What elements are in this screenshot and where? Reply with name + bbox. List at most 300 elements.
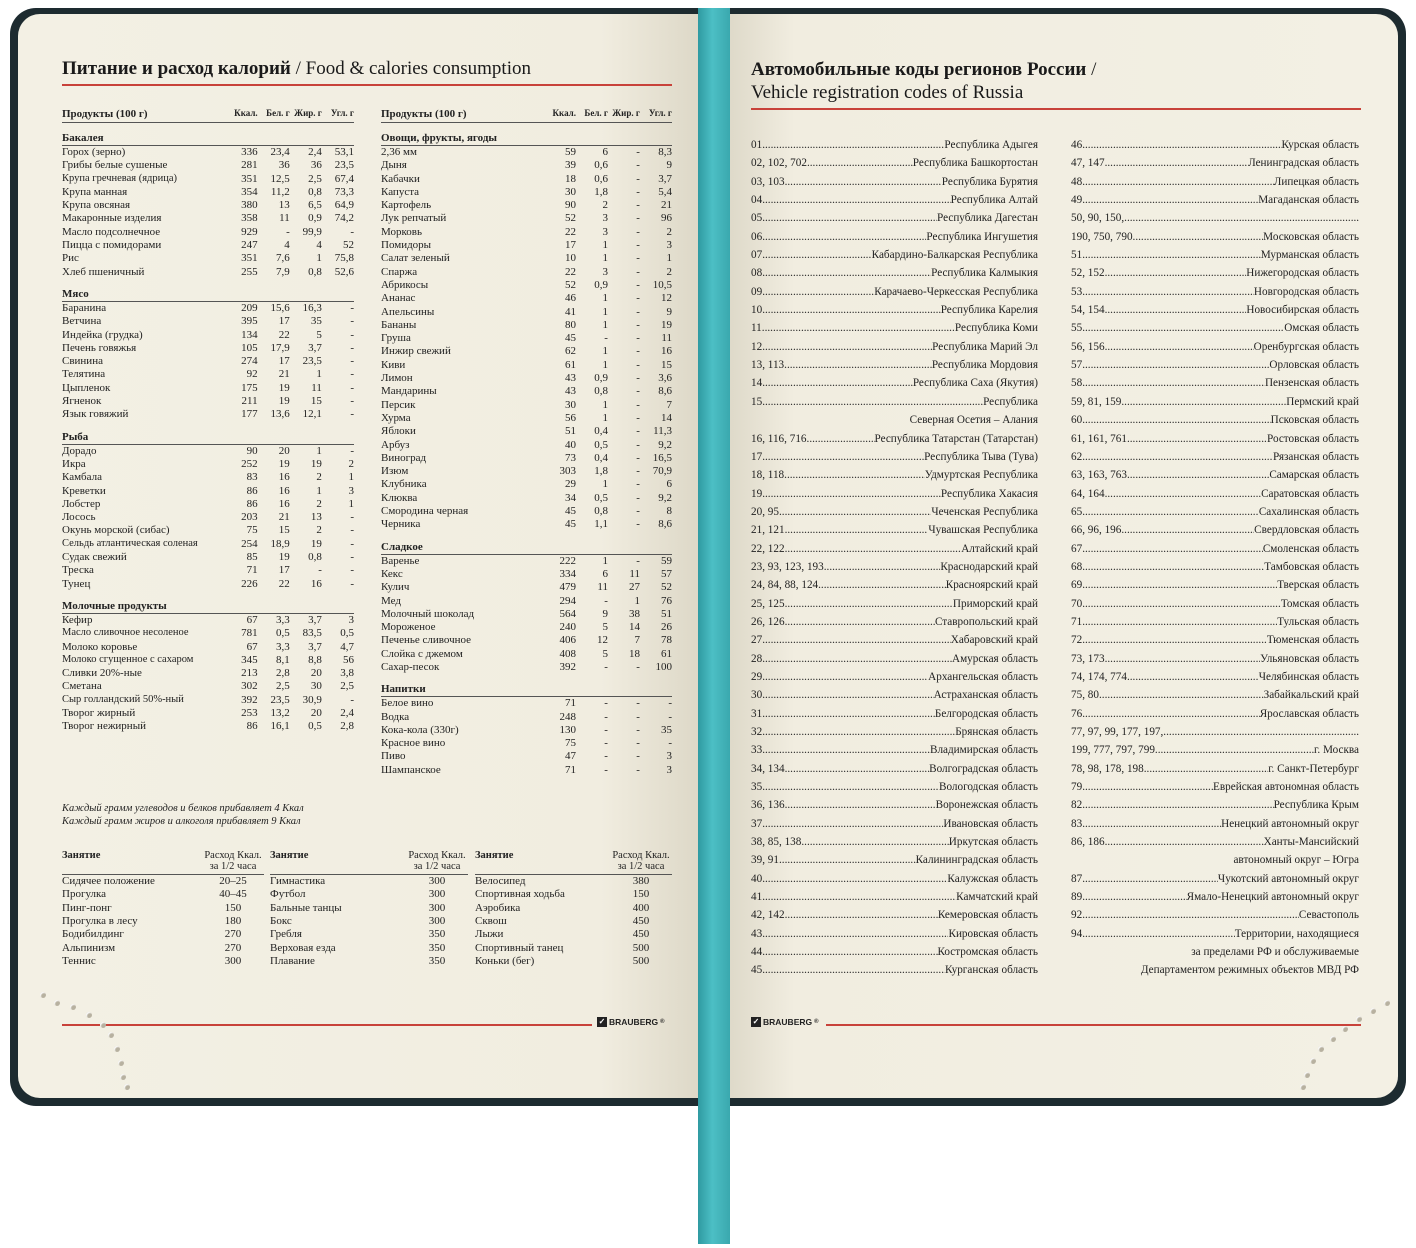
nutrient-value: 96 — [661, 212, 672, 225]
category-label: Молочные продукты — [62, 591, 354, 614]
nutrient-value: 2,8 — [276, 667, 290, 680]
nutrient-value: 3,7 — [308, 613, 322, 626]
activity-kcal: 40–45 — [219, 888, 247, 901]
region-code-row — [751, 448, 1038, 466]
region-name: Челябинская область — [1258, 670, 1359, 683]
nutrient-value: - — [636, 225, 640, 238]
region-code-row — [751, 338, 1038, 356]
table-row — [381, 199, 672, 212]
nutrient-value: 73 — [564, 451, 576, 464]
table-row — [381, 159, 672, 172]
dot-leader — [1082, 246, 1261, 264]
product-name: Салат зеленый — [381, 252, 450, 265]
nutrient-value: 1 — [602, 554, 608, 567]
nutrient-value: 40 — [564, 438, 576, 451]
nutrient-value: 3,3 — [276, 640, 290, 653]
nutrient-value: - — [350, 537, 354, 550]
product-name: Молочный шоколад — [381, 607, 475, 620]
nutrient-value: 30 — [564, 185, 576, 198]
stitch-dot — [1318, 1046, 1324, 1052]
nutrient-value: 5,4 — [658, 185, 672, 198]
region-code-row — [751, 374, 1038, 392]
nutrient-value: 13,2 — [270, 706, 290, 719]
product-name: Цыпленок — [62, 381, 111, 394]
activity-row — [475, 875, 672, 889]
region-name: Саратовская область — [1261, 487, 1359, 500]
nutrient-value: 21 — [661, 199, 672, 212]
region-code: 01 — [751, 139, 763, 151]
region-code: 42, 142 — [751, 909, 785, 922]
nutrient-value: 302 — [241, 680, 258, 693]
nutrient-value: 45 — [564, 505, 576, 518]
nutrient-value: 408 — [559, 647, 576, 660]
region-code-row — [1071, 961, 1359, 979]
activity-kcal: 300 — [224, 954, 242, 967]
nutrient-value: 1 — [602, 345, 608, 358]
nutrient-value: 9,2 — [658, 438, 672, 451]
nutrient-value: - — [636, 265, 640, 278]
region-code-row — [1071, 191, 1359, 209]
nutrient-value: 62 — [564, 345, 576, 358]
product-name: Водка — [381, 710, 410, 723]
product-name: Персик — [381, 398, 416, 411]
region-code: 61, 161, 761 — [1071, 432, 1127, 445]
table-row — [381, 186, 672, 199]
activity-row — [270, 941, 468, 954]
nutrient-value: 11 — [311, 381, 322, 394]
activity-table-3 — [475, 850, 672, 968]
nutrient-value: - — [350, 444, 354, 457]
food-table-1 — [62, 108, 354, 734]
nutrient-value: 52 — [661, 581, 672, 594]
column-header-prot: Бел. г — [576, 108, 608, 123]
table-row — [62, 329, 354, 342]
nutrient-value: 75,8 — [334, 252, 354, 265]
region-code-row — [1071, 851, 1359, 869]
dot-leader — [1133, 228, 1264, 246]
nutrient-value: - — [636, 451, 640, 464]
table-row — [62, 226, 354, 239]
dot-leader — [762, 650, 952, 668]
nutrient-value: 23,5 — [334, 159, 354, 172]
nutrient-value: 929 — [241, 225, 258, 238]
product-name: Судак свежий — [62, 551, 127, 564]
nutrient-value: - — [636, 332, 640, 345]
table-row — [381, 212, 672, 225]
product-name: Рис — [62, 252, 79, 265]
nutrient-value: 1 — [602, 305, 608, 318]
nutrient-value: 253 — [241, 706, 258, 719]
activity-row — [270, 888, 468, 901]
region-name: Чукотский автономный округ — [1217, 872, 1359, 885]
nutrient-value: 18 — [628, 647, 640, 660]
product-name: Крупа гречневая (ядрица) — [62, 172, 178, 184]
nutrient-value: - — [636, 465, 640, 478]
region-name: Нижегородская область — [1246, 267, 1359, 280]
activity-row — [62, 941, 264, 954]
nutrient-value: 41 — [564, 305, 576, 318]
activity-kcal: 500 — [632, 954, 650, 967]
nutrient-value: 46 — [564, 292, 576, 305]
nutrient-value: 3,8 — [340, 667, 354, 680]
region-code-row — [1071, 870, 1359, 888]
region-name: Самарская область — [1269, 469, 1359, 482]
region-name: Архангельская область — [928, 670, 1038, 683]
region-name: Ямало-Ненецкий автономный округ — [1186, 891, 1359, 904]
column-header-carb: Угл. г — [640, 108, 672, 123]
activity-row — [270, 928, 468, 941]
dot-leader — [1082, 631, 1267, 649]
nutrient-value: 3,7 — [308, 640, 322, 653]
product-name: Лук репчатый — [381, 212, 447, 225]
dot-leader — [824, 558, 941, 576]
region-name: Вологодская область — [938, 781, 1038, 794]
region-code-row — [751, 283, 1038, 301]
region-code-row — [751, 650, 1038, 668]
dot-leader — [762, 191, 950, 209]
nutrient-value: 1 — [316, 484, 322, 497]
table-row — [62, 458, 354, 471]
region-name: Воронежская область — [935, 799, 1038, 812]
nutrient-value: - — [350, 564, 354, 577]
brand-logo-right: ✓ BRAUBERG ® — [752, 1017, 819, 1027]
nutrient-value: 5 — [316, 328, 322, 341]
nutrient-value: 18 — [564, 172, 576, 185]
nutrient-value: 22 — [564, 265, 576, 278]
region-code-row — [751, 301, 1038, 319]
region-code-row — [1071, 723, 1359, 741]
nutrient-value: 105 — [241, 341, 258, 354]
region-name: Тюменская область — [1266, 634, 1359, 647]
activity-row — [270, 875, 468, 889]
region-name: Томская область — [1280, 597, 1359, 610]
nutrient-value: 20 — [310, 667, 322, 680]
region-code: 04 — [751, 194, 763, 207]
nutrient-value: - — [604, 723, 608, 736]
product-name: Телятина — [62, 368, 106, 381]
dot-leader — [762, 301, 941, 319]
activity-header-row — [475, 850, 672, 875]
product-name: Молоко сгущенное с сахаром — [62, 653, 194, 665]
product-name: Творог нежирный — [62, 720, 146, 733]
category-label: Рыба — [62, 422, 354, 445]
product-name: Пиво — [381, 750, 406, 763]
nutrient-value: 21 — [278, 368, 290, 381]
region-code: 23, 93, 123, 193 — [751, 560, 824, 573]
column-header-carb: Угл. г — [322, 108, 354, 123]
dot-leader — [1082, 705, 1260, 723]
product-name: Камбала — [62, 471, 102, 484]
product-name: Свинина — [62, 355, 103, 368]
nutrient-value: - — [636, 146, 640, 158]
nutrient-value: 1 — [602, 398, 608, 411]
region-name: Тамбовская область — [1264, 560, 1359, 573]
nutrient-value: 99,9 — [302, 225, 322, 238]
column-header-fat: Жир. г — [290, 108, 322, 123]
nutrient-value: 43 — [564, 372, 576, 385]
region-name: Амурская область — [952, 652, 1038, 665]
nutrient-value: 392 — [241, 693, 258, 706]
product-name: Кока-кола (330г) — [381, 723, 459, 736]
region-code-row — [751, 485, 1038, 503]
nutrient-value: 19 — [310, 457, 322, 470]
region-name: Калужская область — [947, 872, 1038, 885]
activity-header: Занятие — [62, 850, 202, 875]
nutrient-value: 781 — [241, 627, 258, 640]
nutrient-value: - — [636, 385, 640, 398]
region-name: Рязанская область — [1273, 450, 1359, 463]
nutrient-value: 53,1 — [334, 146, 354, 158]
product-name: Бананы — [381, 318, 417, 331]
region-code: 09 — [751, 285, 763, 298]
table-row — [62, 720, 354, 733]
region-name: Краснодарский край — [940, 560, 1038, 573]
dot-leader — [1082, 576, 1277, 594]
product-name: Шампанское — [381, 763, 441, 776]
activity-row — [270, 915, 468, 928]
nutrient-value: 11 — [661, 332, 672, 345]
nutrient-value: 0,8 — [594, 505, 608, 518]
nutrient-value: 43 — [564, 385, 576, 398]
nutrient-value: 2,5 — [340, 680, 354, 693]
nutrient-value: 12,1 — [302, 408, 322, 421]
region-code: 55 — [1071, 322, 1083, 335]
region-name: Тверская область — [1277, 579, 1359, 592]
region-code: 50, 90, 150, — [1071, 212, 1125, 225]
activity-name: Лыжи — [475, 928, 504, 941]
nutrient-value: 0,5 — [594, 491, 608, 504]
nutrient-value: 90 — [246, 444, 258, 457]
nutrient-value: 564 — [559, 607, 576, 620]
product-name: Киви — [381, 358, 406, 371]
dot-leader — [762, 705, 935, 723]
nutrient-value: 15 — [278, 524, 290, 537]
product-name: Помидоры — [381, 239, 432, 252]
dot-leader — [1105, 338, 1254, 356]
nutrient-value: 30 — [564, 398, 576, 411]
nutrient-value: - — [636, 425, 640, 438]
region-name: Республика Ингушетия — [926, 230, 1038, 243]
product-name: Сыр голландский 50%-ный — [62, 693, 184, 705]
region-code-row — [1071, 503, 1359, 521]
dot-leader — [1144, 760, 1269, 778]
nutrient-value: 226 — [241, 577, 258, 590]
dot-leader — [807, 430, 875, 448]
region-code-row — [751, 264, 1038, 282]
nutrient-value: 3 — [348, 613, 354, 626]
region-code-row — [1071, 558, 1359, 576]
right-title-rule — [751, 108, 1361, 110]
nutrient-value: - — [350, 355, 354, 368]
stitch-dot — [1356, 1016, 1362, 1022]
nutrient-value: 1 — [602, 411, 608, 424]
nutrient-value: 61 — [661, 647, 672, 660]
region-code-row — [751, 796, 1038, 814]
region-code: 46 — [1071, 139, 1083, 151]
region-code-row — [751, 393, 1038, 411]
nutrient-value: 2 — [316, 471, 322, 484]
nutrient-value: 7,9 — [276, 265, 290, 278]
nutrient-value: 17 — [278, 315, 290, 328]
region-code-row — [1071, 833, 1359, 851]
nutrient-value: 380 — [241, 199, 258, 212]
dot-leader — [762, 686, 933, 704]
region-code-row — [751, 209, 1038, 227]
product-name: Морковь — [381, 225, 423, 238]
region-name: Севастополь — [1298, 909, 1359, 922]
table-row — [381, 412, 672, 425]
dot-leader — [785, 613, 935, 631]
nutrient-value: 1 — [348, 471, 354, 484]
region-code-row — [751, 906, 1038, 924]
region-name: Орловская область — [1269, 359, 1359, 372]
dot-leader — [785, 595, 953, 613]
region-name: Республика Крым — [1273, 799, 1359, 812]
region-code-row — [751, 870, 1038, 888]
dot-leader — [1082, 540, 1263, 558]
product-name: Ягненок — [62, 395, 102, 408]
table-row — [381, 492, 672, 505]
region-name: Северная Осетия – Алания — [909, 414, 1038, 427]
nutrient-value: 75 — [246, 524, 258, 537]
activity-name: Альпинизм — [62, 941, 116, 954]
product-name: Яблоки — [381, 425, 416, 438]
table-row — [62, 355, 354, 368]
nutrient-value: - — [604, 660, 608, 673]
nutrient-value: - — [350, 551, 354, 564]
region-code: 17 — [751, 450, 763, 463]
nutrient-value: - — [350, 693, 354, 706]
region-name: Псковская область — [1270, 414, 1359, 427]
rate-header: Расход Ккал. за 1/2 часа — [202, 850, 264, 875]
nutrient-value: 130 — [559, 723, 576, 736]
region-code-row — [1071, 448, 1359, 466]
category-row — [62, 279, 354, 302]
product-name: Творог жирный — [62, 706, 136, 719]
region-name: Республика Саха (Якутия) — [912, 377, 1038, 390]
region-code-row — [1071, 209, 1359, 227]
region-code-row — [751, 888, 1038, 906]
region-code-row — [751, 191, 1038, 209]
nutrient-value: 6,5 — [308, 199, 322, 212]
nutrient-value: 1 — [602, 292, 608, 305]
dot-leader — [785, 521, 929, 539]
region-name: Ставропольский край — [934, 615, 1038, 628]
dot-leader — [762, 961, 945, 979]
left-title-rule — [62, 84, 672, 86]
region-name: Белгородская область — [934, 707, 1038, 720]
activity-kcal: 350 — [428, 928, 446, 941]
region-name: Республика Адыгея — [944, 139, 1038, 151]
dot-leader — [762, 136, 944, 154]
product-name: Инжир свежий — [381, 345, 451, 358]
activity-name: Бодибилдинг — [62, 928, 124, 941]
dot-leader — [785, 906, 938, 924]
nutrient-value: 5 — [602, 621, 608, 634]
nutrient-value: 2 — [666, 265, 672, 278]
activity-table-1 — [62, 850, 264, 968]
nutrient-value: 19 — [310, 537, 322, 550]
region-code-row — [751, 943, 1038, 961]
nutrient-value: 36 — [278, 159, 290, 172]
product-name: Смородина черная — [381, 505, 469, 518]
nutrient-value: 34 — [564, 491, 576, 504]
dot-leader — [1082, 503, 1259, 521]
nutrient-value: 3 — [666, 750, 672, 763]
nutrient-value: 2 — [316, 524, 322, 537]
region-name: Хабаровский край — [950, 634, 1038, 647]
table-row — [381, 452, 672, 465]
activity-kcal: 300 — [428, 915, 446, 928]
region-code: 57 — [1071, 359, 1083, 372]
calorie-note — [62, 802, 304, 828]
product-name: Дыня — [381, 159, 407, 172]
region-code: 36, 136 — [751, 799, 785, 812]
nutrient-value: 0,8 — [308, 551, 322, 564]
right-page-title: Автомобильные коды регионов России / Vehicle registration codes of Russia — [751, 59, 1097, 103]
region-code-row — [751, 228, 1038, 246]
region-code: 70 — [1071, 597, 1083, 610]
stitch-dot — [124, 1084, 130, 1090]
region-name: Республика — [983, 395, 1038, 408]
dot-leader — [1105, 833, 1264, 851]
left-footer-rule — [62, 1024, 592, 1026]
region-code: 22, 122 — [751, 542, 785, 555]
region-code-row — [1071, 264, 1359, 282]
category-row — [381, 123, 672, 146]
region-code: 64, 164 — [1071, 487, 1105, 500]
product-name: Хлеб пшеничный — [62, 265, 145, 278]
dot-leader — [1082, 778, 1213, 796]
dot-leader — [785, 796, 936, 814]
region-code: 52, 152 — [1071, 267, 1105, 280]
region-name: Магаданская область — [1258, 194, 1359, 207]
dot-leader — [762, 741, 930, 759]
nutrient-value: 2,5 — [276, 680, 290, 693]
region-name: Приморский край — [952, 597, 1038, 610]
activity-name: Бальные танцы — [270, 901, 342, 914]
dot-leader — [1105, 154, 1249, 172]
category-label: Напитки — [381, 674, 672, 697]
region-code-row — [1071, 796, 1359, 814]
region-code: 44 — [751, 946, 763, 959]
stitch-dot — [120, 1074, 126, 1080]
product-name: Клубника — [381, 478, 427, 491]
nutrient-value: 27 — [628, 581, 640, 594]
region-code-row — [1071, 283, 1359, 301]
region-name: Республика Алтай — [950, 194, 1038, 207]
region-code-row — [1071, 540, 1359, 558]
nutrient-value: 52,6 — [334, 265, 354, 278]
nutrient-value: - — [350, 408, 354, 421]
nutrient-value: 59 — [661, 554, 672, 567]
nutrient-value: - — [604, 710, 608, 723]
table-row — [62, 368, 354, 381]
region-code: 47, 147 — [1071, 157, 1105, 170]
activity-header-row — [270, 850, 468, 875]
region-code-row — [751, 833, 1038, 851]
product-name: Грибы белые сушеные — [62, 159, 168, 172]
region-code-row — [751, 173, 1038, 191]
nutrient-value: - — [636, 278, 640, 291]
activity-name: Аэробика — [475, 901, 521, 914]
region-code: 72 — [1071, 634, 1083, 647]
product-name: Арбуз — [381, 438, 410, 451]
stitch-dot — [1384, 1000, 1390, 1006]
region-code-row — [1071, 668, 1359, 686]
product-name: Мандарины — [381, 385, 437, 398]
product-name: Язык говяжий — [62, 408, 129, 421]
